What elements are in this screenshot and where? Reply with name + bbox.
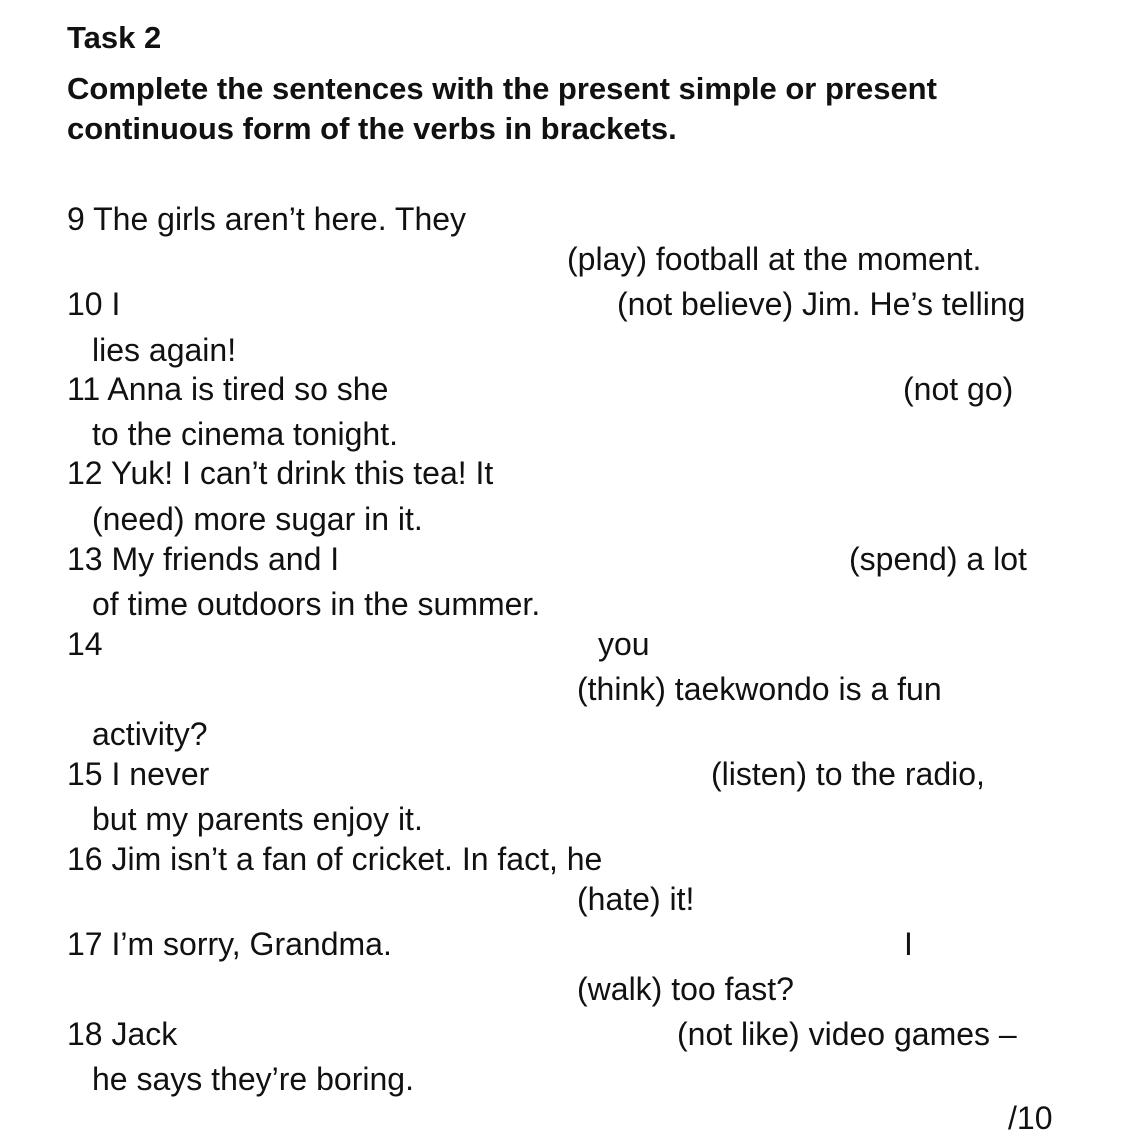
question-13-prompt: 13 My friends and I xyxy=(67,541,340,577)
question-14-prompt: 14 xyxy=(67,626,103,662)
question-13-continuation: of time outdoors in the summer. xyxy=(92,586,541,622)
question-9-verb-cue: (play) football at the moment. xyxy=(567,241,982,277)
question-17-subject: I xyxy=(904,926,913,962)
question-11-verb-cue: (not go) xyxy=(903,371,1014,407)
question-14-verb-cue: (think) taekwondo is a fun xyxy=(577,671,942,707)
question-9-prompt: 9 The girls aren’t here. They xyxy=(67,201,467,237)
question-17-verb-cue: (walk) too fast? xyxy=(577,971,794,1007)
question-18-verb-cue: (not like) video games – xyxy=(677,1016,1017,1052)
instruction-line-1: Complete the sentences with the present simple or present xyxy=(67,71,937,106)
question-10-continuation: lies again! xyxy=(92,332,237,368)
question-15-verb-cue: (listen) to the radio, xyxy=(711,756,985,792)
question-11-prompt: 11 Anna is tired so she xyxy=(67,371,389,407)
question-15-continuation: but my parents enjoy it. xyxy=(92,801,423,837)
task-title: Task 2 xyxy=(67,20,162,55)
score-total: /10 xyxy=(1008,1100,1053,1136)
question-12-verb-cue: (need) more sugar in it. xyxy=(92,501,423,537)
question-11-continuation: to the cinema tonight. xyxy=(92,416,398,452)
question-18-continuation: he says they’re boring. xyxy=(92,1061,414,1097)
question-13-verb-cue: (spend) a lot xyxy=(849,541,1027,577)
question-16-verb-cue: (hate) it! xyxy=(577,881,695,917)
question-16-prompt: 16 Jim isn’t a fan of cricket. In fact, he xyxy=(67,841,603,877)
question-10-prompt: 10 I xyxy=(67,286,121,322)
question-10-verb-cue: (not believe) Jim. He’s telling xyxy=(617,286,1026,322)
instruction-line-2: continuous form of the verbs in brackets. xyxy=(67,111,677,146)
question-14-continuation: activity? xyxy=(92,716,208,752)
question-18-prompt: 18 Jack xyxy=(67,1016,178,1052)
question-17-prompt: 17 I’m sorry, Grandma. xyxy=(67,926,392,962)
question-14-subject: you xyxy=(598,626,650,662)
question-12-prompt: 12 Yuk! I can’t drink this tea! It xyxy=(67,455,494,491)
question-15-prompt: 15 I never xyxy=(67,756,210,792)
